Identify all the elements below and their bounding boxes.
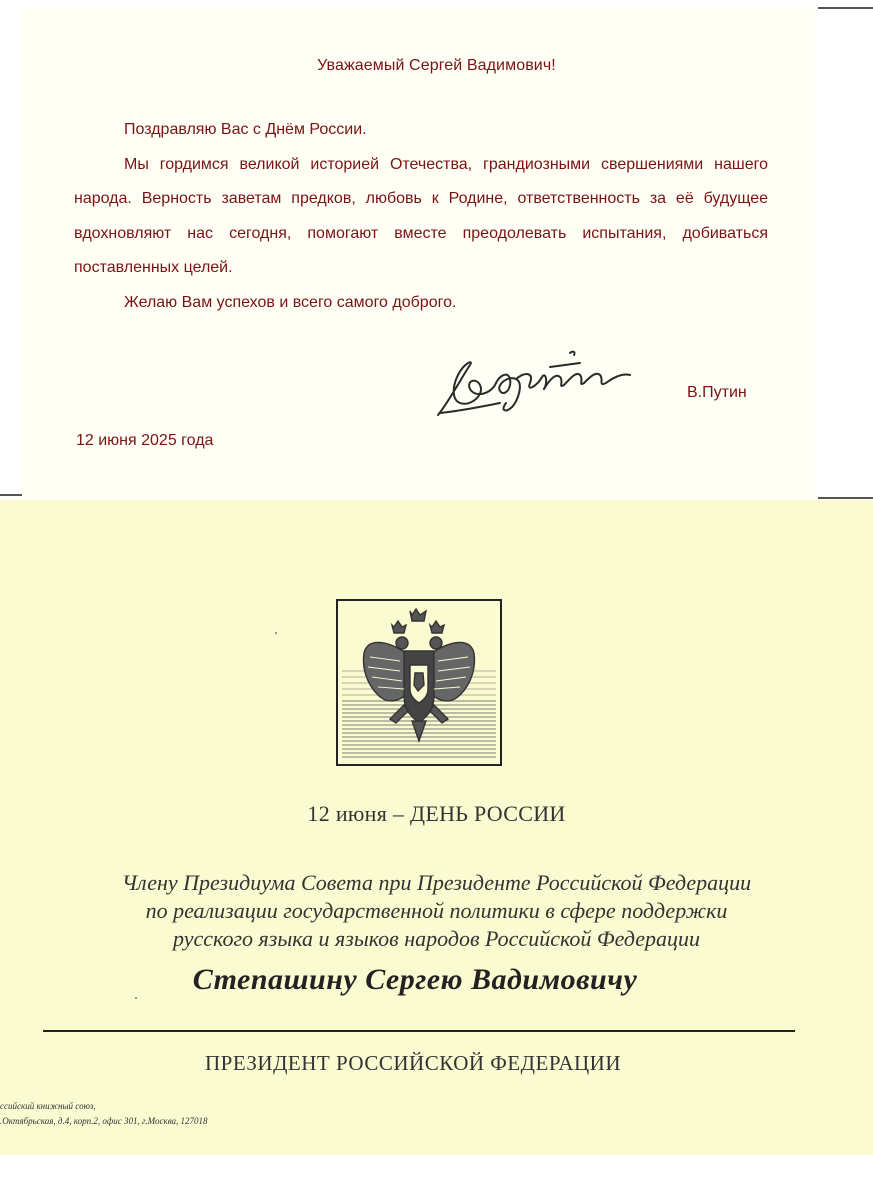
sheet-edge-line: [0, 494, 22, 496]
letter-date: 12 июня 2025 года: [76, 432, 214, 449]
addressee-title-line: по реализации государственной политики в сфере поддержки: [145, 898, 728, 923]
sender-address-line: ссийский книжный союз,: [0, 1101, 96, 1111]
addressee-title: [0, 869, 873, 953]
addressee-title-line: Члену Президиума Совета при Президенте Российской Федерации: [121, 870, 752, 895]
letter-salutation: Уважаемый Сергей Вадимович!: [317, 57, 556, 74]
card-footer-sender-title: ПРЕЗИДЕНТ РОССИЙСКОЙ ФЕДЕРАЦИИ: [204, 1051, 621, 1075]
coat-of-arms-emblem: [336, 599, 502, 766]
signer-name: В.Путин: [687, 384, 747, 401]
sender-address-line: .Октябрьская, д.4, корп.2, офис 301, г.Москва, 127018: [0, 1116, 208, 1126]
sheet-edge-line: [818, 7, 873, 9]
card-heading: 12 июня – ДЕНЬ РОССИИ: [307, 801, 566, 826]
divider: [43, 1030, 795, 1032]
addressee-name: Степашину Сергею Вадимовичу: [192, 963, 638, 996]
speck: [275, 632, 277, 634]
speck: [135, 997, 137, 999]
letter-body: [74, 113, 768, 320]
sender-address: [0, 1099, 208, 1129]
letter-paragraph: Желаю Вам успехов и всего самого доброго.: [124, 293, 457, 311]
handwritten-signature: [430, 345, 645, 425]
addressee-title-line: русского языка и языков народов Российской Федерации: [173, 926, 700, 951]
sheet-edge-line: [818, 497, 873, 499]
letter-paragraph: Мы гордимся великой историей Отечества, грандиозными свершениями нашего народа. Верность заветам предков, любовь к Родине, ответственность за её будущее вдохновляют нас сегодня, помогают вместе преодолевать испытания, добиваться поставленных целей.: [74, 155, 768, 276]
letter-paragraph: Поздравляю Вас с Днём России.: [124, 121, 367, 138]
